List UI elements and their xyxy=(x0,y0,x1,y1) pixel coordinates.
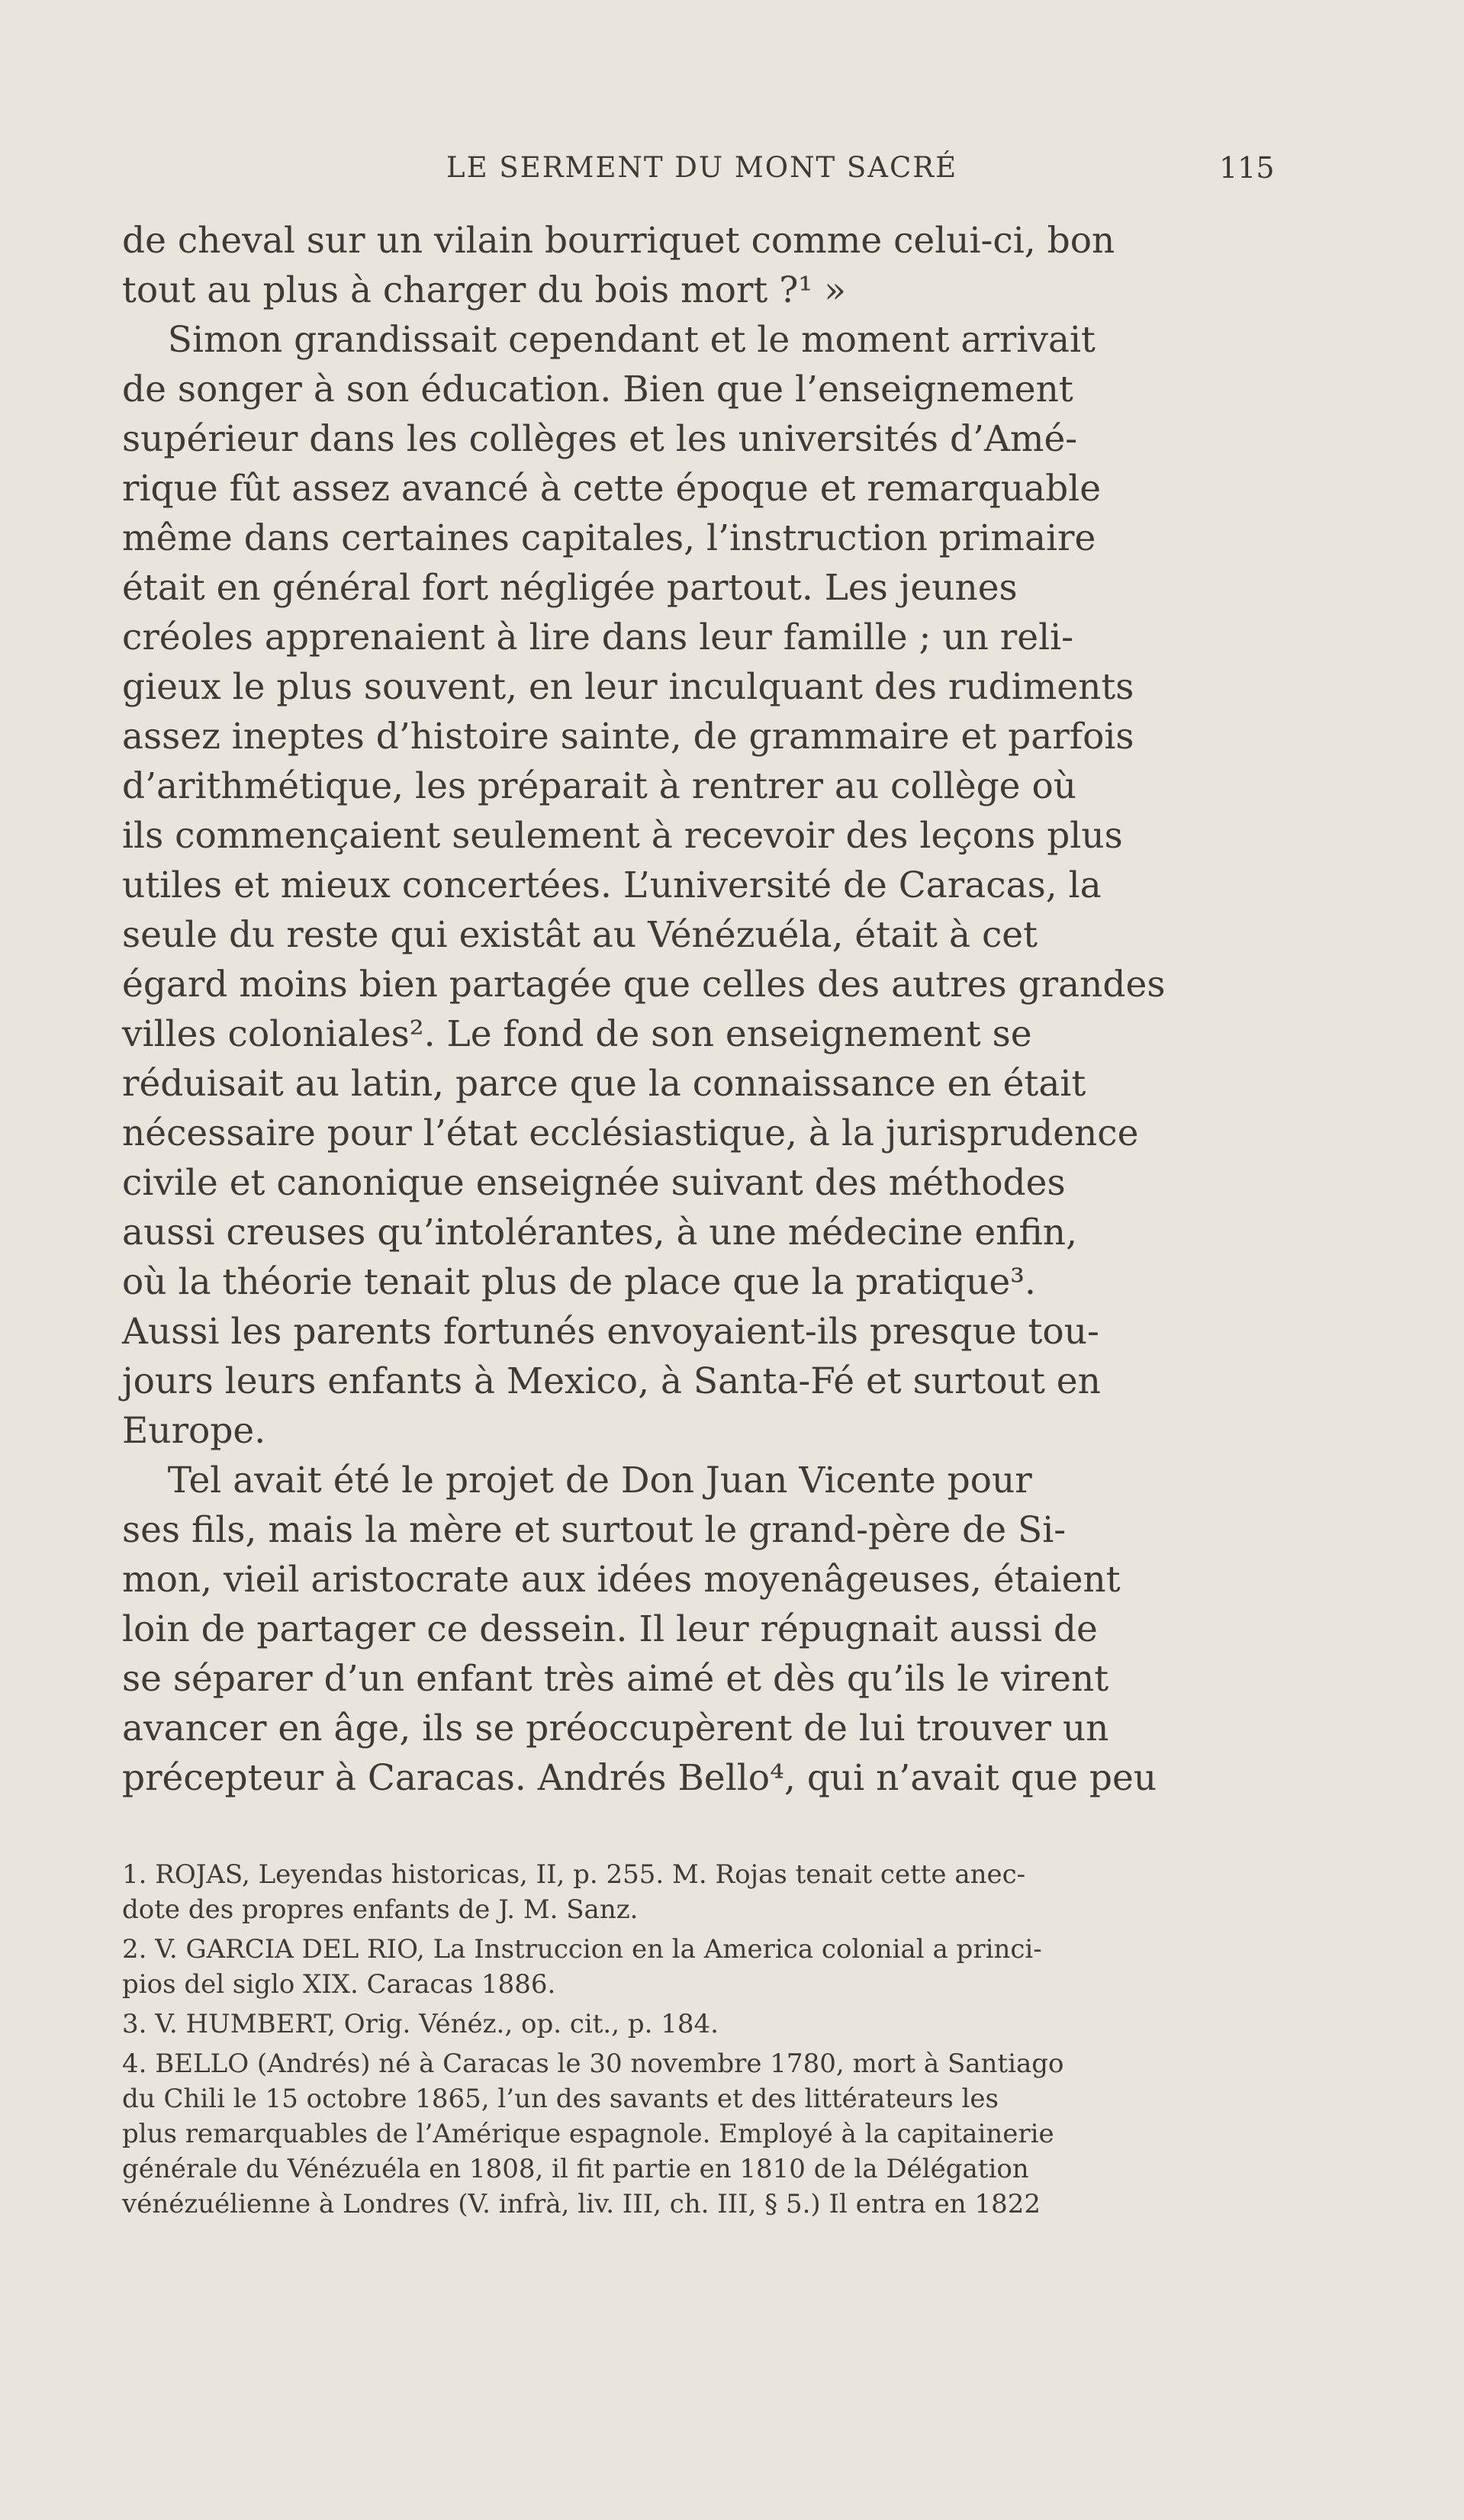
text-line: assez ineptes d’histoire sainte, de grammaire et parfois xyxy=(122,716,1134,758)
footnotes xyxy=(122,1857,1312,2222)
text-line: Simon grandissait cependant et le moment arrivait xyxy=(122,319,1096,361)
text-line: créoles apprenaient à lire dans leur famille ; un reli- xyxy=(122,616,1074,658)
text-line: précepteur à Caracas. Andrés Bello⁴, qui n’avait que peu xyxy=(122,1757,1157,1799)
text-line: rique fût assez avancé à cette époque et remarquable xyxy=(122,468,1102,510)
text-line: jours leurs enfants à Mexico, à Santa-Fé et surtout en xyxy=(122,1360,1101,1402)
footnote-1-line: 1. ROJAS, Leyendas historicas, II, p. 255. M. Rojas tenait cette anec- xyxy=(122,1859,1026,1890)
text-line: de cheval sur un vilain bourriquet comme celui-ci, bon xyxy=(122,220,1115,262)
footnote-1-line: dote des propres enfants de J. M. Sanz. xyxy=(122,1894,639,1925)
text-line: ils commençaient seulement à recevoir des leçons plus xyxy=(122,815,1123,857)
footnote-3-line: 3. V. HUMBERT, Orig. Vénéz., op. cit., p. 184. xyxy=(122,2009,719,2039)
text-line: ses fils, mais la mère et surtout le grand-père de Si- xyxy=(122,1509,1067,1551)
footnote-2-line: 2. V. GARCIA DEL RIO, La Instruccion en la America colonial a princi- xyxy=(122,1934,1042,1965)
text-line: où la théorie tenait plus de place que la pratique³. xyxy=(122,1261,1036,1303)
text-line: loin de partager ce dessein. Il leur répugnait aussi de xyxy=(122,1608,1098,1650)
text-line: même dans certaines capitales, l’instruction primaire xyxy=(122,517,1096,559)
text-line: gieux le plus souvent, en leur inculquant des rudiments xyxy=(122,666,1134,708)
text-line: avancer en âge, ils se préoccupèrent de lui trouver un xyxy=(122,1707,1109,1749)
text-line: égard moins bien partagée que celles des autres grandes xyxy=(122,964,1166,1006)
page-number: 115 xyxy=(1219,151,1275,185)
text-line: supérieur dans les collèges et les universités d’Amé- xyxy=(122,418,1078,460)
footnote-2-line: pios del siglo XIX. Caracas 1886. xyxy=(122,1969,556,2000)
text-line: était en général fort négligée partout. Les jeunes xyxy=(122,567,1018,609)
text-line: seule du reste qui existât au Vénézuéla, était à cet xyxy=(122,914,1038,956)
text-line: aussi creuses qu’intolérantes, à une médecine enfin, xyxy=(122,1212,1078,1254)
text-line: se séparer d’un enfant très aimé et dès qu’ils le virent xyxy=(122,1658,1109,1700)
main-text xyxy=(122,216,1312,1803)
text-line: villes coloniales². Le fond de son enseignement se xyxy=(122,1013,1032,1055)
footnote-4-line: générale du Vénézuéla en 1808, il fit partie en 1810 de la Délégation xyxy=(122,2154,1029,2184)
text-line: Aussi les parents fortunés envoyaient-ils presque tou- xyxy=(122,1311,1099,1353)
footnote-4-line: vénézuélienne à Londres (V. infrà, liv. III, ch. III, § 5.) Il entra en 1822 xyxy=(122,2189,1041,2219)
text-line: utiles et mieux concertées. L’université de Caracas, la xyxy=(122,864,1102,906)
text-line: d’arithmétique, les préparait à rentrer au collège où xyxy=(122,765,1077,807)
footnote-4-line: 4. BELLO (Andrés) né à Caracas le 30 novembre 1780, mort à Santiago xyxy=(122,2049,1064,2079)
text-line: Europe. xyxy=(122,1410,266,1452)
text-line: civile et canonique enseignée suivant des méthodes xyxy=(122,1162,1066,1204)
text-line: Tel avait été le projet de Don Juan Vicente pour xyxy=(122,1460,1032,1501)
footnote-4-line: du Chili le 15 octobre 1865, l’un des savants et des littérateurs les xyxy=(122,2084,999,2114)
text-line: tout au plus à charger du bois mort ?¹ » xyxy=(122,269,846,311)
running-head xyxy=(0,151,1464,204)
text-line: réduisait au latin, parce que la connaissance en était xyxy=(122,1063,1086,1105)
text-line: nécessaire pour l’état ecclésiastique, à la jurisprudence xyxy=(122,1112,1139,1154)
text-line: mon, vieil aristocrate aux idées moyenâgeuses, étaient xyxy=(122,1559,1121,1601)
running-title: LE SERMENT DU MONT SACRÉ xyxy=(446,151,958,184)
text-line: de songer à son éducation. Bien que l’enseignement xyxy=(122,369,1073,410)
footnote-4-line: plus remarquables de l’Amérique espagnole. Employé à la capitainerie xyxy=(122,2119,1054,2149)
